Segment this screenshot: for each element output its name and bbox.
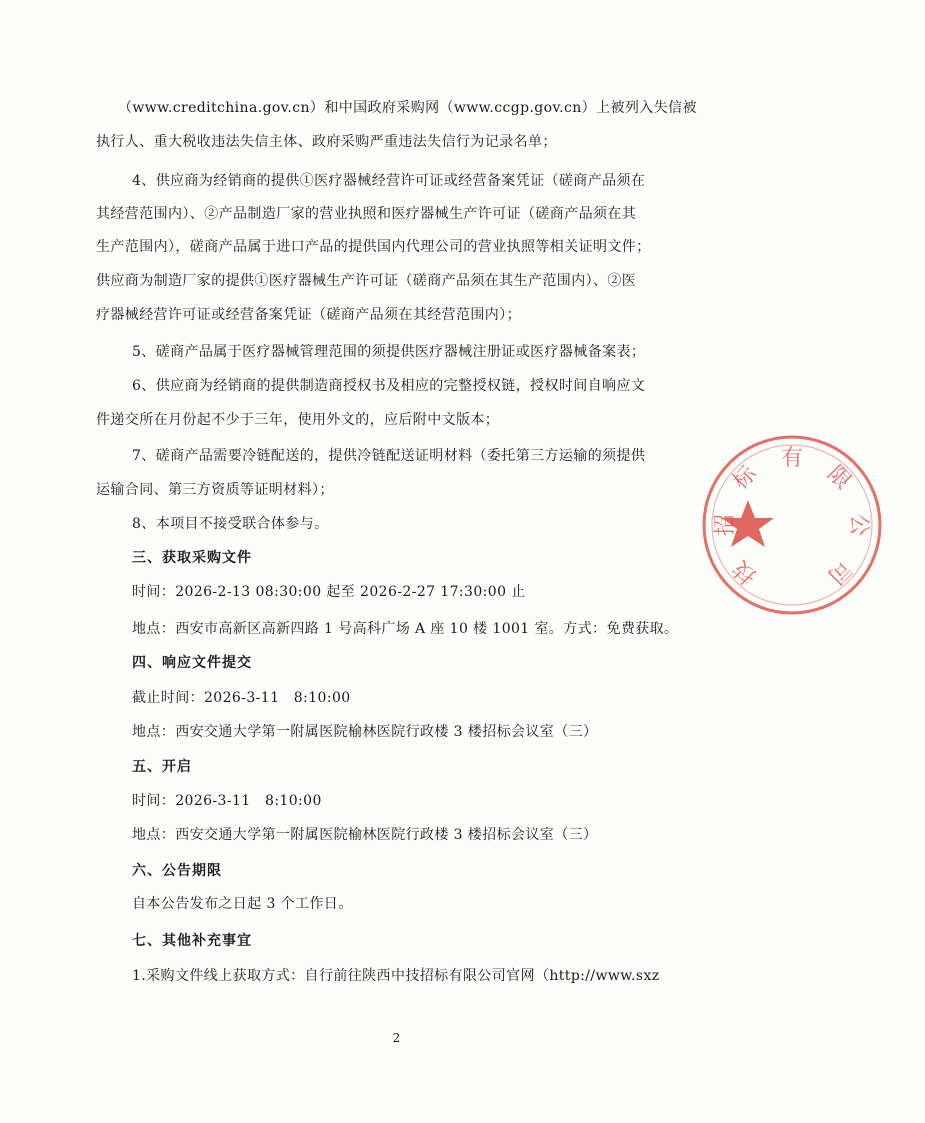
text-line: 生产范围内），磋商产品属于进口产品的提供国内代理公司的营业执照等相关证明文件； <box>96 239 651 255</box>
seal-char: 技 <box>728 555 762 589</box>
text-line: 执行人、重大税收违法失信主体、政府采购严重违法失信行为记录名单； <box>96 134 557 150</box>
text-line: 供应商为制造厂家的提供①医疗器械生产许可证（磋商产品须在其生产范围内）、②医 <box>96 273 637 289</box>
seal-graphic <box>700 430 871 620</box>
seal-char: 有 <box>780 446 804 471</box>
seal-char: 公 <box>846 513 871 537</box>
text-line: 运输合同、第三方资质等证明材料）； <box>96 482 334 498</box>
text-line: 5、磋商产品属于医疗器械管理范围的须提供医疗器械注册证或医疗器械备案表； <box>132 344 646 360</box>
text-line: 7、磋商产品需要冷链配送的，提供冷链配送证明材料（委托第三方运输的须提供 <box>132 448 646 464</box>
seal-char: 限 <box>822 461 856 495</box>
text-line: 疗器械经营许可证或经营备案凭证（磋商产品须在其经营范围内）； <box>96 307 521 323</box>
text-line: 8、本项目不接受联合体参与。 <box>132 516 329 532</box>
section-heading: 五、开启 <box>132 759 192 775</box>
text-line: 地点：西安市高新区高新四路 1 号高科广场 A 座 10 楼 1001 室。方式：免费获取。 <box>132 621 679 637</box>
text-line: 6、供应商为经销商的提供制造商授权书及相应的完整授权链，授权时间自响应文 <box>132 378 646 394</box>
company-seal <box>700 430 871 620</box>
section-heading: 七、其他补充事宜 <box>132 933 252 949</box>
text-line: 时间：2026-3-11 8:10:00 <box>132 793 322 809</box>
seal-char: 招 <box>713 513 738 537</box>
text-line: 自本公告发布之日起 3 个工作日。 <box>132 896 353 912</box>
text-line: 1.采购文件线上获取方式：自行前往陕西中技招标有限公司官网（http://www.sxz <box>132 968 660 984</box>
seal-char: 标 <box>728 461 762 495</box>
text-line: 地点：西安交通大学第一附属医院榆林医院行政楼 3 楼招标会议室（三） <box>132 827 598 843</box>
text-line: 4、供应商为经销商的提供①医疗器械经营许可证或经营备案凭证（磋商产品须在 <box>132 173 646 189</box>
page-number: 2 <box>392 1031 401 1045</box>
section-heading: 三、获取采购文件 <box>132 550 252 566</box>
text-line: 其经营范围内）、②产品制造厂家的营业执照和医疗器械生产许可证（磋商产品须在其 <box>96 206 637 222</box>
text-line: （www.creditchina.gov.cn）和中国政府采购网（www.ccgp.gov.cn）上被列入失信被 <box>118 100 697 116</box>
text-line: 时间：2026-2-13 08:30:00 起至 2026-2-27 17:30:00 止 <box>132 584 526 600</box>
text-line: 截止时间：2026-3-11 8:10:00 <box>132 690 351 706</box>
text-line: 地点：西安交通大学第一附属医院榆林医院行政楼 3 楼招标会议室（三） <box>132 724 598 740</box>
text-line: 件递交所在月份起不少于三年，使用外文的，应后附中文版本； <box>96 412 500 428</box>
seal-char: 司 <box>822 555 856 589</box>
section-heading: 四、响应文件提交 <box>132 655 252 671</box>
section-heading: 六、公告期限 <box>132 863 222 879</box>
